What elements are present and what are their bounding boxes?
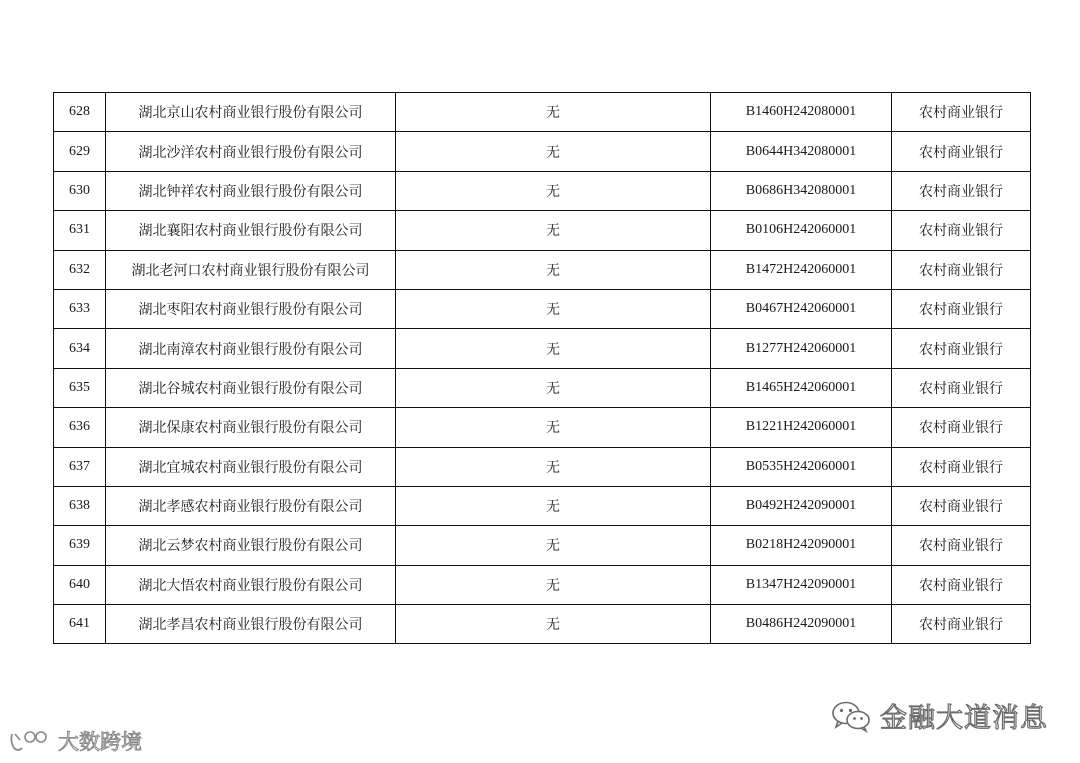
cell-serial-number: 638 bbox=[54, 486, 106, 525]
cell-serial-number: 630 bbox=[54, 171, 106, 210]
table-row bbox=[54, 93, 1031, 132]
cell-bank-name: 湖北京山农村商业银行股份有限公司 bbox=[106, 93, 396, 132]
cell-institution-code: B0218H242090001 bbox=[711, 526, 892, 565]
cell-institution-type: 农村商业银行 bbox=[892, 132, 1031, 171]
cell-alias: 无 bbox=[396, 289, 711, 328]
cell-bank-name: 湖北沙洋农村商业银行股份有限公司 bbox=[106, 132, 396, 171]
cell-institution-type: 农村商业银行 bbox=[892, 526, 1031, 565]
cell-institution-type: 农村商业银行 bbox=[892, 171, 1031, 210]
watermark-account-name: 金融大道消息 bbox=[880, 703, 1048, 734]
cell-institution-type: 农村商业银行 bbox=[892, 211, 1031, 250]
cell-bank-name: 湖北大悟农村商业银行股份有限公司 bbox=[106, 565, 396, 604]
watermark-wechat bbox=[830, 696, 1048, 735]
watermark-brand-name: 大数跨境 bbox=[58, 730, 142, 754]
cell-alias: 无 bbox=[396, 171, 711, 210]
table-row bbox=[54, 250, 1031, 289]
cell-serial-number: 628 bbox=[54, 93, 106, 132]
table-row bbox=[54, 447, 1031, 486]
table-row bbox=[54, 605, 1031, 644]
cell-alias: 无 bbox=[396, 447, 711, 486]
cell-bank-name: 湖北襄阳农村商业银行股份有限公司 bbox=[106, 211, 396, 250]
cell-institution-code: B0686H342080001 bbox=[711, 171, 892, 210]
cell-alias: 无 bbox=[396, 132, 711, 171]
cell-serial-number: 640 bbox=[54, 565, 106, 604]
cell-institution-type: 农村商业银行 bbox=[892, 368, 1031, 407]
cell-bank-name: 湖北宜城农村商业银行股份有限公司 bbox=[106, 447, 396, 486]
cell-institution-type: 农村商业银行 bbox=[892, 250, 1031, 289]
cell-serial-number: 631 bbox=[54, 211, 106, 250]
table-row bbox=[54, 368, 1031, 407]
cell-serial-number: 629 bbox=[54, 132, 106, 171]
table-row bbox=[54, 171, 1031, 210]
watermark-brand bbox=[8, 726, 142, 756]
table-row bbox=[54, 132, 1031, 171]
cell-bank-name: 湖北谷城农村商业银行股份有限公司 bbox=[106, 368, 396, 407]
cell-bank-name: 湖北保康农村商业银行股份有限公司 bbox=[106, 408, 396, 447]
cell-institution-type: 农村商业银行 bbox=[892, 289, 1031, 328]
cell-alias: 无 bbox=[396, 526, 711, 565]
cell-bank-name: 湖北钟祥农村商业银行股份有限公司 bbox=[106, 171, 396, 210]
cell-bank-name: 湖北孝感农村商业银行股份有限公司 bbox=[106, 486, 396, 525]
cell-bank-name: 湖北老河口农村商业银行股份有限公司 bbox=[106, 250, 396, 289]
cell-serial-number: 641 bbox=[54, 605, 106, 644]
table-body bbox=[54, 93, 1031, 644]
table-row bbox=[54, 289, 1031, 328]
cell-bank-name: 湖北南漳农村商业银行股份有限公司 bbox=[106, 329, 396, 368]
cell-institution-code: B1221H242060001 bbox=[711, 408, 892, 447]
bank-list-table bbox=[53, 92, 1031, 644]
cell-alias: 无 bbox=[396, 565, 711, 604]
cell-institution-code: B1472H242060001 bbox=[711, 250, 892, 289]
cell-serial-number: 634 bbox=[54, 329, 106, 368]
cell-institution-code: B0535H242060001 bbox=[711, 447, 892, 486]
cell-alias: 无 bbox=[396, 250, 711, 289]
cell-alias: 无 bbox=[396, 605, 711, 644]
cell-alias: 无 bbox=[396, 368, 711, 407]
cell-institution-code: B1347H242090001 bbox=[711, 565, 892, 604]
cell-institution-type: 农村商业银行 bbox=[892, 93, 1031, 132]
cell-bank-name: 湖北孝昌农村商业银行股份有限公司 bbox=[106, 605, 396, 644]
cell-institution-type: 农村商业银行 bbox=[892, 329, 1031, 368]
cell-institution-code: B1465H242060001 bbox=[711, 368, 892, 407]
cell-alias: 无 bbox=[396, 329, 711, 368]
cell-serial-number: 639 bbox=[54, 526, 106, 565]
cell-institution-type: 农村商业银行 bbox=[892, 565, 1031, 604]
cell-bank-name: 湖北云梦农村商业银行股份有限公司 bbox=[106, 526, 396, 565]
table-row bbox=[54, 486, 1031, 525]
table-row bbox=[54, 329, 1031, 368]
cell-institution-code: B0486H242090001 bbox=[711, 605, 892, 644]
cell-alias: 无 bbox=[396, 408, 711, 447]
table-row bbox=[54, 408, 1031, 447]
wechat-icon bbox=[830, 699, 872, 733]
cell-alias: 无 bbox=[396, 93, 711, 132]
cell-alias: 无 bbox=[396, 211, 711, 250]
cell-institution-type: 农村商业银行 bbox=[892, 447, 1031, 486]
brand-logo-icon bbox=[8, 728, 54, 754]
cell-institution-code: B1277H242060001 bbox=[711, 329, 892, 368]
bank-list-table-container bbox=[53, 92, 1027, 644]
table-row bbox=[54, 526, 1031, 565]
cell-institution-type: 农村商业银行 bbox=[892, 486, 1031, 525]
cell-bank-name: 湖北枣阳农村商业银行股份有限公司 bbox=[106, 289, 396, 328]
cell-serial-number: 632 bbox=[54, 250, 106, 289]
cell-institution-code: B1460H242080001 bbox=[711, 93, 892, 132]
cell-serial-number: 633 bbox=[54, 289, 106, 328]
table-row bbox=[54, 211, 1031, 250]
cell-institution-code: B0106H242060001 bbox=[711, 211, 892, 250]
cell-institution-type: 农村商业银行 bbox=[892, 408, 1031, 447]
cell-serial-number: 635 bbox=[54, 368, 106, 407]
cell-institution-type: 农村商业银行 bbox=[892, 605, 1031, 644]
cell-institution-code: B0467H242060001 bbox=[711, 289, 892, 328]
table-row bbox=[54, 565, 1031, 604]
cell-serial-number: 637 bbox=[54, 447, 106, 486]
cell-alias: 无 bbox=[396, 486, 711, 525]
cell-institution-code: B0644H342080001 bbox=[711, 132, 892, 171]
cell-serial-number: 636 bbox=[54, 408, 106, 447]
cell-institution-code: B0492H242090001 bbox=[711, 486, 892, 525]
